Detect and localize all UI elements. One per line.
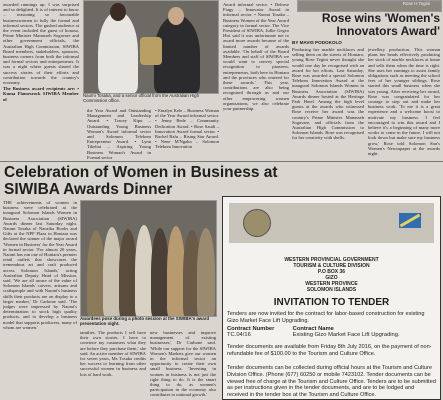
- top-left-column: [3, 2, 79, 103]
- main-col-2-text: tamilies. The products I sell have their own stories. I have to convince my customers what they are before they purchase them,' she said. An active member of SIWIBA for seven years, Ms Tosaka credits her success to learning from other successful women in business and lots of hard work.: [80, 330, 146, 377]
- contract-number-cell: TC.04/16: [227, 332, 251, 338]
- tender-para-1: Tender documents are available from Friday 8th July 2016, on the payment of non-refundable fee of $100.00 to the Tourism and Culture Office.: [227, 344, 432, 357]
- office-line-5: WESTERN PROVINCE: [305, 281, 358, 287]
- rose-byline: BY MAVIS PODOKOLO: [292, 40, 342, 45]
- naomi-photo-caption: Naomi Tosaka, and a senior official from the Australian High Commission office.: [83, 93, 200, 103]
- rose-col-1: [223, 2, 289, 158]
- awardees-photo: [80, 200, 217, 317]
- office-line-4: GIZO: [325, 275, 338, 281]
- tender-para-2: Tender documents can be collected during official hours at the Tourism and Culture Division Office. (Phone (677) 60250 or mobile 7423102. Tender documents can be viewed free of charge at the Tourism and Culture Office. Tenders are to be submitted as per instructions given in the tender documents, and are to be lodged and received in the tender box at the Tourism and Culture Office.: [227, 365, 436, 397]
- main-col-3-text: new businesses and improve management of existing businesses,' Dr Carbone said. 'While our support for the SIWIBA Women's Markets give our women in the informal sector an opportunity to create their own small business. 'Investing in women in business is not just the right thing to do. It is the smart thing to do, as women's participation in the economy also contributes to national growth.': [150, 330, 216, 398]
- main-col-1-text: THE achievements of women in business were celebrated at the inaugural Solomon Islands Women in Business Association (SIWIBA) Awards dinner last Saturday night. Naomi Tosaka of Naozika Books and Gifts at the NPF Plaza in Honiara was declared the winner of the major award 'Women in Business' for the Year Award in formal sector. 'For almost 20 years, Naomi has run one of Honiara's premier retail outlets that showcases the tremendous art and craft produced across Solomon Islands,' acting Australian Deputy Head of Mission, said. 'We are all aware of the value of Solomon Islands' carvers, artisans and craftspeople and with Naomi's business skills their products are on display to a larger market,' Dr Carbone said. 'The judges were impressed by Naomi's determination to stock high quality products, and to develop a business model that supports producers, many of whom are women.': [3, 200, 77, 330]
- office-line-3: P.O BOX 36: [317, 269, 346, 275]
- main-col-1: [3, 200, 77, 398]
- provincial-seal-icon: [243, 209, 271, 237]
- rose-col-1-text: Award informal sector. • Delrose Fiagy – Innovator Award in informal sector. • Naomi Tosaka – Business Women of the Year Award category in formal sector. The Vice President of SIWIBA, Jullie Gegeo Hiri said it was unfortunate not to award more awards because of the limited number of awards available. 'On behalf of the Board Members and staff of SIWIBA we would want to convey special recognition to pioneers, entrepreneurs, both here in Honiara and the provinces who entered for these awards.' This year, contributions are also being recognised through us and our other empowering women organisations, we also celebrate your partnership.: [223, 2, 289, 112]
- awardees-photo-caption: Awardees pose during a photo session at the SIWIBA's award presentation night.: [80, 316, 210, 326]
- contract-number-header: Contract Number: [227, 326, 275, 332]
- top-left-signoff: The Business award recipients are: • Kuma Flamesrock SIWIBA Member of: [3, 86, 79, 102]
- notice-banner-photo: [229, 203, 434, 243]
- main-col-2: [80, 330, 146, 398]
- award-list-b-text: • Emalyn Kele – Business Woman of the Year Award informal sector. • Jenny Rede – Community Dedication Award. • Rose Saudi – Innovation Award formal sector. • Rachel Rafu – Rising Star Award. • Nene M'Ngaho – Solomon Telekom Innovation: [155, 108, 219, 150]
- section-divider: [0, 161, 443, 162]
- office-line-2: TOURISM & CULTURE DIVISION: [293, 263, 370, 269]
- contract-table: [227, 326, 436, 338]
- rose-photo-caption: Rose H Tegini: [402, 1, 430, 6]
- contract-name-header: Contract Name: [292, 326, 334, 332]
- contract-name-cell: Existing Gizo Market Face Lift Upgrading.: [292, 332, 400, 338]
- rose-headline: Rose wins 'Women's Innovators Award': [321, 11, 440, 38]
- top-left-text: awarded runnings up. I was surprised and so delighted. It is of interest to know ... reasoning so favourable businesswomen to fully the formal and informal sectors. The gushed audience at the event included the guest of honour, Prime Minister Manasseh Sogavare and other government officials, the Australian High Commission, SIWIBA Board members, stakeholders, sponsors, business owners from both the informal and formal sectors and entrepreneurs. It was a night where guests shared the success stories of their efforts and contribution towards the country's economy.: [3, 2, 79, 86]
- office-line-6: SOLOMON ISLANDS: [306, 287, 357, 293]
- main-col-3: [150, 330, 216, 398]
- award-list-b: [155, 108, 219, 151]
- tender-intro: Tenders are now invited for the contract for labor-based construction for existing Gizo Market Face Lift Upgrading.: [227, 311, 425, 324]
- award-list-a-text: the Year Award and Outstanding Management and Leadership Award. • Tracey Kipu – Outstanding Young Business Woman's Award informal sector and Solomon Telekom Entrepreneur Award. • Lynn Tikeliai – Aspiring Young Business Woman's Award in Formal sector: [87, 108, 151, 160]
- tender-title: INVITATION TO TENDER: [273, 297, 390, 308]
- award-list-a: [87, 108, 151, 161]
- naomi-photo: [83, 0, 219, 94]
- office-line-1: WESTERN PROVINCIAL GOVERNMENT: [284, 257, 379, 263]
- rose-col-3: [368, 47, 440, 159]
- rose-col-2: [292, 47, 364, 159]
- main-headline: Celebration of Women in Business at SIWIBA Awards Dinner: [4, 164, 278, 198]
- rose-col-2-text: Producing her marble necklaces and selling them on the streets of Honiara, young Rose Tegini never thought she would one day be recognised with an award for her efforts. Last Saturday, Rose was awarded a special Solomon Telekom Innovation Award at the inaugural Solomon Islands Women in Business Association (SIWIBA) Awards dinner hosted at the Heritage Park Hotel. Among the high level guests at the awards who witnessed Rose receive her award was the country's Prime Minister Manasseh Sogavare, and officials from the Australian High Commission to Solomon Islands. Rose was recognised for her creativity with shells.: [292, 47, 364, 141]
- notice-office-block: [223, 257, 440, 293]
- solomon-flag-icon: [399, 213, 421, 228]
- tender-notice: [222, 196, 441, 400]
- rose-col-3-text: jewellery production. This woman plans her beads effectively producing her stock of marble necklaces at home and sells them when the time is right. She uses her earnings to assist family obligations such as meeting the school fees of her younger siblings. Rose started this small business when she was young. After receiving her award, Rose was congratulated for her courage to step out and make her business work. 'To me it is a great experience and a welcome boost to motivate my business. I feel encouraged to win this award and I believe it's a beginning of many more works to come in the future. I will not look down but make sure my business grow,' Rose told Solomon Star's Women's Newsupaper at the awards night.: [368, 47, 440, 157]
